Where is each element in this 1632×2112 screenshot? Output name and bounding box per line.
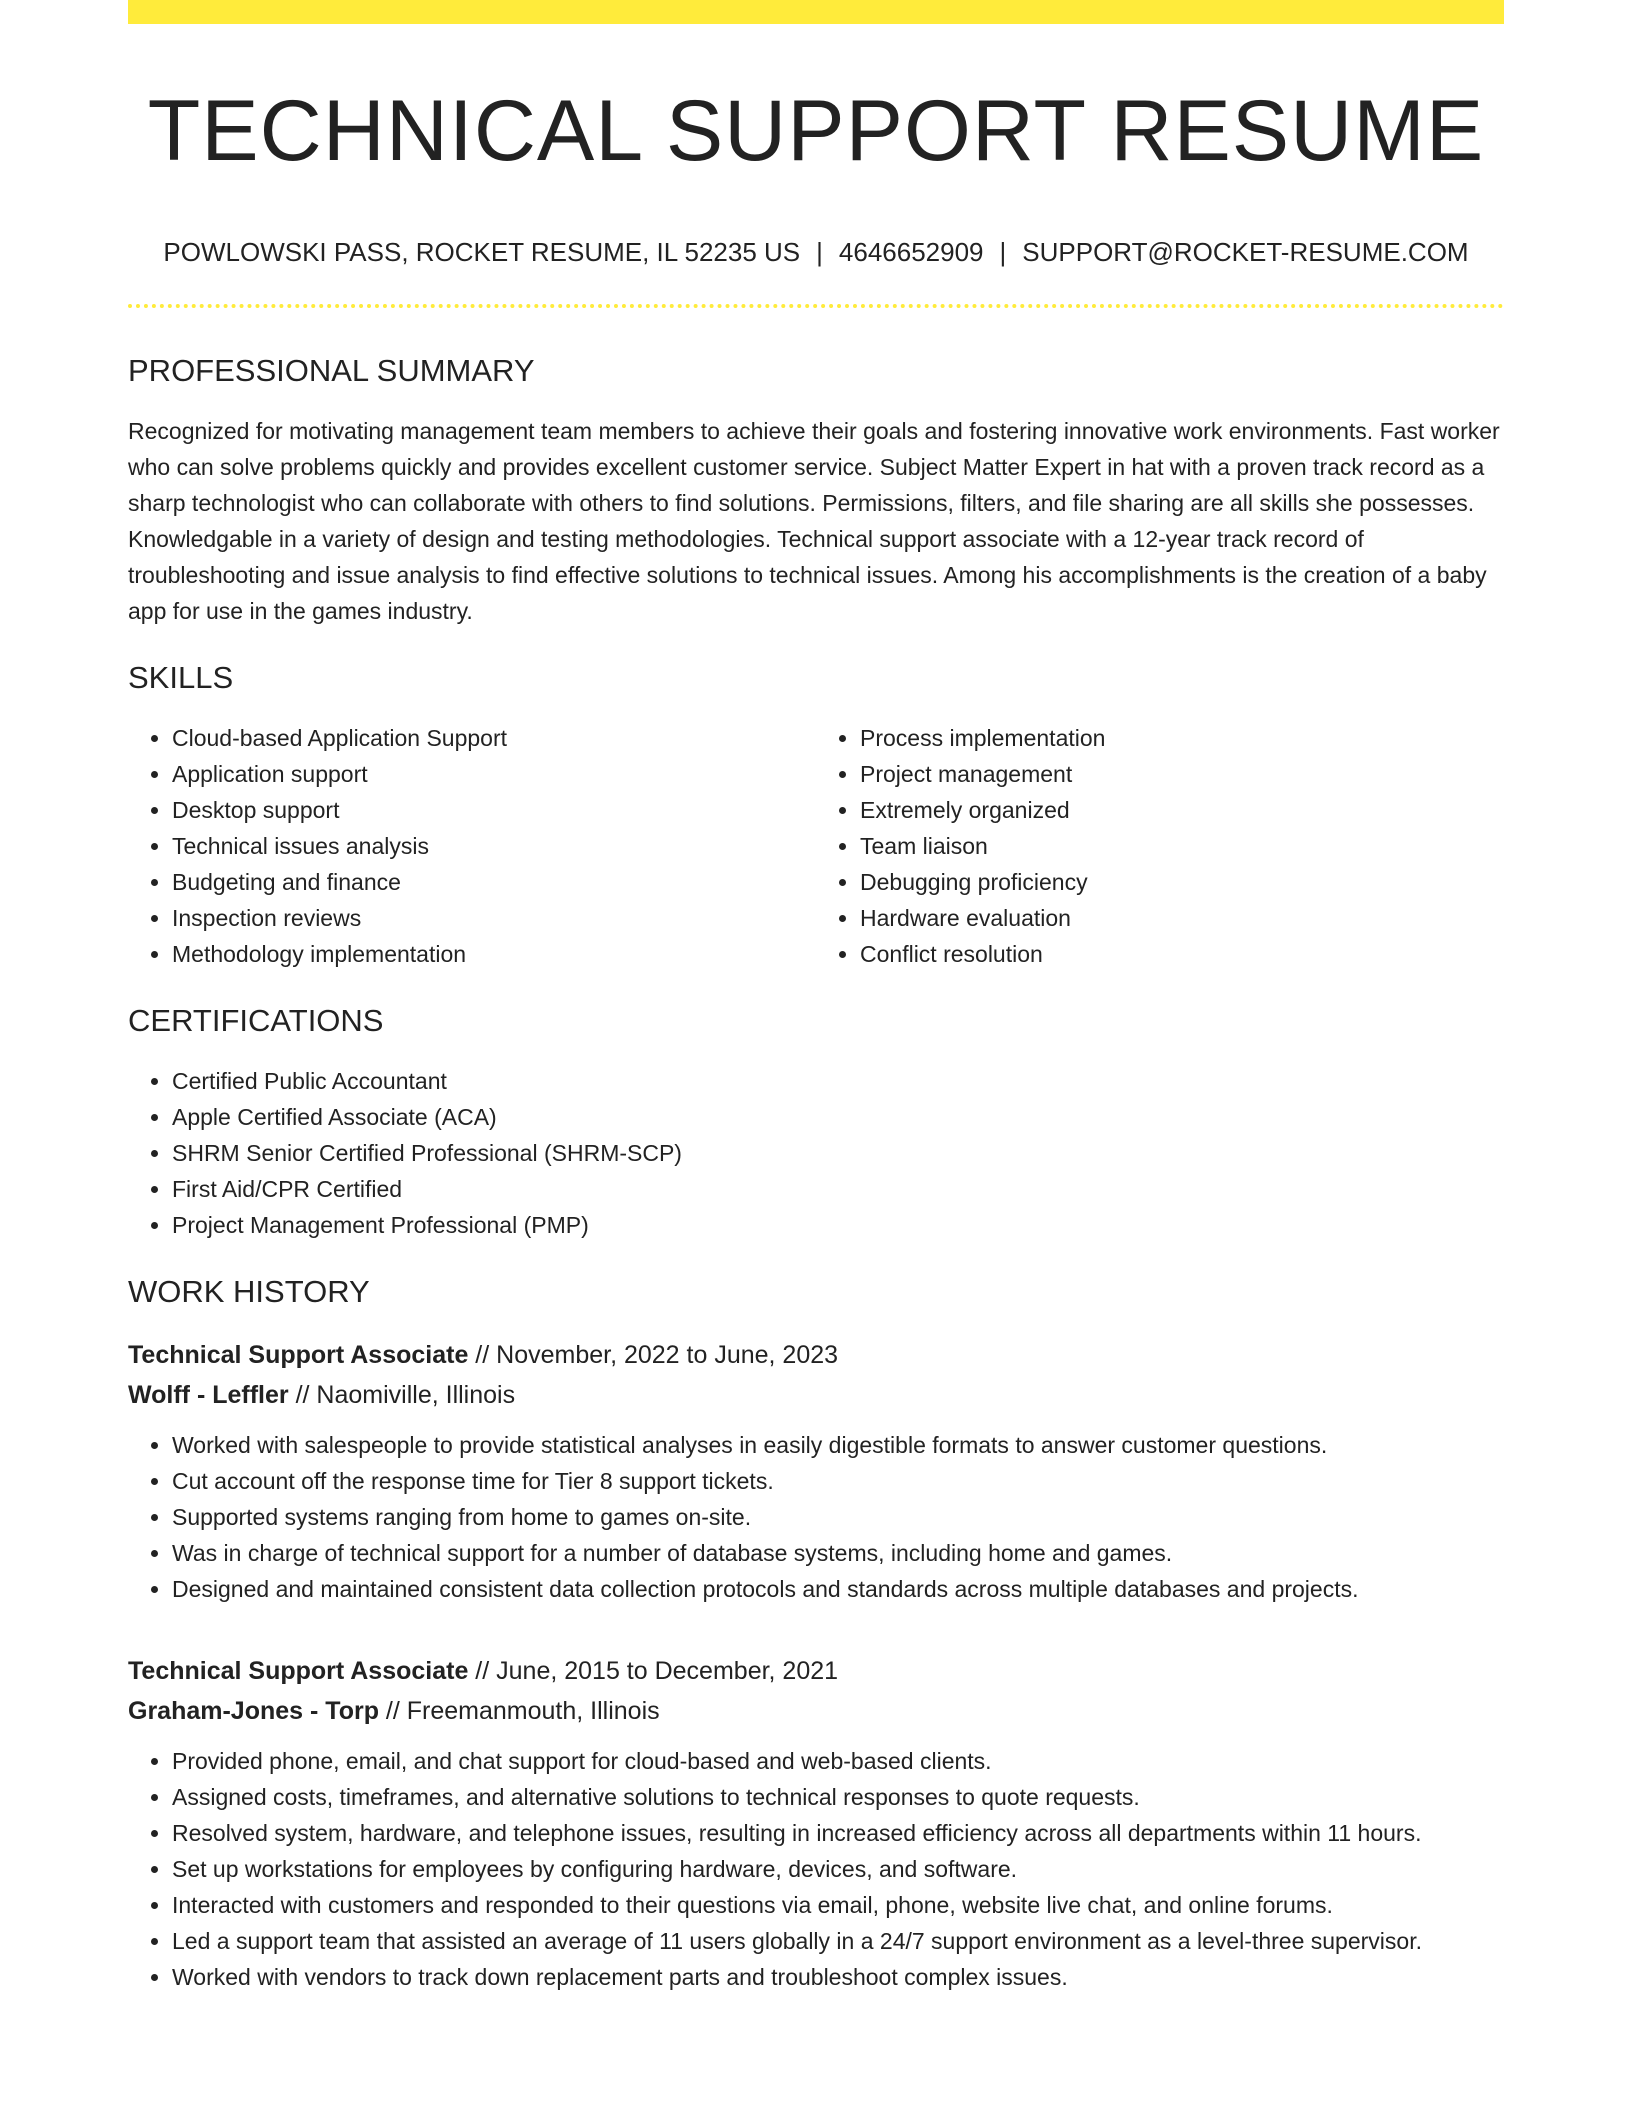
job-dates: // June, 2015 to December, 2021: [468, 1656, 839, 1685]
skill-item: • Budgeting and finance: [172, 864, 816, 900]
job-company-line: [128, 1691, 1504, 1731]
skill-item: • Inspection reviews: [172, 900, 816, 936]
job-bullet: • Was in charge of technical support for a number of database systems, including home and games.: [172, 1535, 1504, 1571]
skill-item: • Desktop support: [172, 792, 816, 828]
skill-item: • Debugging proficiency: [860, 864, 1504, 900]
job-title: Technical Support Associate: [128, 1656, 469, 1685]
work-history-heading: WORK HISTORY: [128, 1274, 370, 1310]
job-company: Graham-Jones - Torp: [128, 1696, 379, 1725]
certification-item: • Certified Public Accountant: [172, 1063, 1504, 1099]
job-company: Wolff - Leffler: [128, 1380, 289, 1409]
certification-item: • Project Management Professional (PMP): [172, 1207, 1504, 1243]
skills-right-list: [816, 720, 1504, 972]
skill-item: • Process implementation: [860, 720, 1504, 756]
certifications-list: [128, 1063, 1504, 1243]
dotted-divider: [128, 304, 1504, 308]
contact-email: SUPPORT@ROCKET-RESUME.COM: [1022, 236, 1469, 267]
job-bullets: [128, 1427, 1504, 1607]
skill-item: • Conflict resolution: [860, 936, 1504, 972]
skill-item: • Extremely organized: [860, 792, 1504, 828]
job-bullet: • Supported systems ranging from home to games on-site.: [172, 1499, 1504, 1535]
page-title: TECHNICAL SUPPORT RESUME: [147, 83, 1485, 179]
job-bullet: • Led a support team that assisted an average of 11 users globally in a 24/7 support environment as a level-three supervisor.: [172, 1923, 1504, 1959]
certifications-heading: CERTIFICATIONS: [128, 1003, 384, 1039]
job-title-line: [128, 1651, 1504, 1691]
job-bullet: • Assigned costs, timeframes, and alternative solutions to technical responses to quote requests.: [172, 1779, 1504, 1815]
resume-page: [128, 0, 1504, 1995]
skills-columns: [128, 720, 1504, 972]
skill-item: • Project management: [860, 756, 1504, 792]
job-company-line: [128, 1375, 1504, 1415]
certification-item: • SHRM Senior Certified Professional (SHRM-SCP): [172, 1135, 1504, 1171]
job-location: // Freemanmouth, Illinois: [378, 1696, 660, 1725]
skill-item: • Methodology implementation: [172, 936, 816, 972]
job-location: // Naomiville, Illinois: [288, 1380, 516, 1409]
job-bullet: • Provided phone, email, and chat support for cloud-based and web-based clients.: [172, 1743, 1504, 1779]
contact-address: POWLOWSKI PASS, ROCKET RESUME, IL 52235 US: [163, 236, 801, 267]
job-bullet: • Worked with salespeople to provide statistical analyses in easily digestible formats to answer customer questions.: [172, 1427, 1504, 1463]
job-bullet: • Designed and maintained consistent data collection protocols and standards across multiple databases and projects.: [172, 1571, 1504, 1607]
job-title: Technical Support Associate: [128, 1340, 469, 1369]
job-entry: [128, 1651, 1504, 1995]
top-accent-bar: [128, 0, 1504, 24]
skill-item: • Application support: [172, 756, 816, 792]
job-dates: // November, 2022 to June, 2023: [468, 1340, 839, 1369]
job-bullet: • Cut account off the response time for Tier 8 support tickets.: [172, 1463, 1504, 1499]
summary-heading: PROFESSIONAL SUMMARY: [128, 352, 535, 388]
contact-separator: |: [999, 236, 1007, 267]
job-bullets: [128, 1743, 1504, 1995]
contact-phone: 4646652909: [838, 236, 984, 267]
skill-item: • Team liaison: [860, 828, 1504, 864]
skill-item: • Cloud-based Application Support: [172, 720, 816, 756]
contact-separator: |: [816, 236, 823, 267]
job-bullet: • Worked with vendors to track down replacement parts and troubleshoot complex issues.: [172, 1959, 1504, 1995]
summary-text: Recognized for motivating management team members to achieve their goals and fostering innovative work environments. Fast worker who can solve problems quickly and provides excellent customer service. Subject Matter Expert in hat with a proven track record as a sharp technologist who can collaborate with others to find solutions. Permissions, filters, and file sharing are all skills she possesses. Knowledgable in a variety of design and testing methodologies. Technical support associate with a 12-year track record of troubleshooting and issue analysis to find effective solutions to technical issues. Among his accomplishments is the creation of a baby app for use in the games industry.: [128, 417, 1500, 624]
contact-line: [128, 237, 1504, 268]
job-bullet: • Interacted with customers and responded to their questions via email, phone, website live chat, and online forums.: [172, 1887, 1504, 1923]
skill-item: • Hardware evaluation: [860, 900, 1504, 936]
certification-item: • First Aid/CPR Certified: [172, 1171, 1504, 1207]
certification-item: • Apple Certified Associate (ACA): [172, 1099, 1504, 1135]
job-title-line: [128, 1335, 1504, 1375]
job-entry: [128, 1335, 1504, 1607]
job-bullet: • Set up workstations for employees by configuring hardware, devices, and software.: [172, 1851, 1504, 1887]
skills-left-list: [128, 720, 816, 972]
skill-item: • Technical issues analysis: [172, 828, 816, 864]
skills-heading: SKILLS: [128, 659, 234, 695]
job-bullet: • Resolved system, hardware, and telephone issues, resulting in increased efficiency across all departments within 11 hours.: [172, 1815, 1504, 1851]
